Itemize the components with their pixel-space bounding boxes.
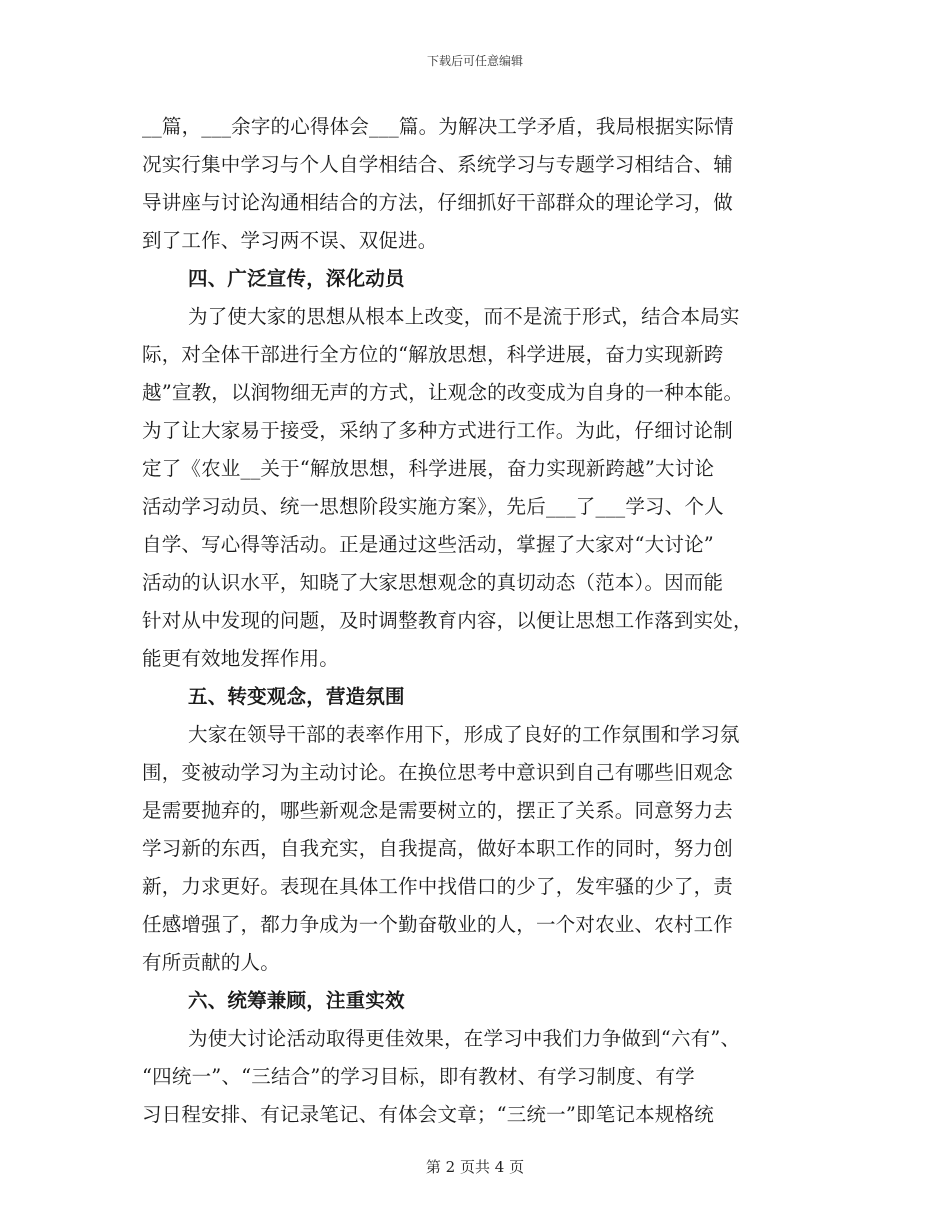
body-line: 活动的认识水平，知晓了大家思想观念的真切动态（范本）。因而能 <box>142 571 724 594</box>
page-footer: 第 2 页共 4 页 <box>425 1158 525 1176</box>
paragraph-first-line: 为了使大家的思想从根本上改变，而不是流于形式，结合本局实 <box>188 305 740 328</box>
body-line: 是需要抛弃的，哪些新观念是需要树立的，摆正了关系。同意努力去 <box>142 799 734 822</box>
document-body <box>142 108 810 1134</box>
section-heading: 六、统筹兼顾，注重实效 <box>188 989 405 1012</box>
section-heading: 五、转变观念，营造氛围 <box>188 685 405 708</box>
paragraph-first-line: 大家在领导干部的表率作用下，形成了良好的工作氛围和学习氛 <box>188 723 740 746</box>
body-line: 新，力求更好。表现在具体工作中找借口的少了，发牢骚的少了，责 <box>142 875 734 898</box>
body-line: 针对从中发现的问题，及时调整教育内容，以便让思想工作落到实处， <box>142 609 753 632</box>
body-line: 自学、写心得等活动。正是通过这些活动，掌握了大家对“大讨论” <box>142 533 714 556</box>
body-line: 学习新的东西，自我充实，自我提高，做好本职工作的同时，努力创 <box>142 837 734 860</box>
body-line: 为了让大家易于接受，采纳了多种方式进行工作。为此，仔细讨论制 <box>142 419 734 442</box>
section-heading: 四、广泛宣传，深化动员 <box>188 267 405 290</box>
body-line: 习日程安排、有记录笔记、有体会文章；“三统一”即笔记本规格统 <box>142 1103 714 1126</box>
body-line: 况实行集中学习与个人自学相结合、系统学习与专题学习相结合、辅 <box>142 153 734 176</box>
body-line: 任感增强了，都力争成为一个勤奋敬业的人，一个对农业、农村工作 <box>142 913 734 936</box>
body-line: 能更有效地发挥作用。 <box>142 647 340 670</box>
body-line: 到了工作、学习两不误、双促进。 <box>142 229 438 252</box>
paragraph-first-line: 为使大讨论活动取得更佳效果，在学习中我们力争做到“六有”、 <box>188 1027 741 1050</box>
page-header: 下载后可任意编辑 <box>426 54 523 68</box>
body-line: 有所贡献的人。 <box>142 951 280 974</box>
body-line: 活动学习动员、统一思想阶段实施方案》，先后___了___学习、个人 <box>142 495 724 518</box>
body-line: 定了《农业__关于“解放思想，科学进展，奋力实现新跨越”大讨论 <box>142 457 715 480</box>
body-line: __篇，___余字的心得体会___篇。为解决工学矛盾，我局根据实际情 <box>142 115 734 138</box>
body-line: 围，变被动学习为主动讨论。在换位思考中意识到自己有哪些旧观念 <box>142 761 734 784</box>
body-line: 际，对全体干部进行全方位的“解放思想，科学进展，奋力实现新跨 <box>142 343 724 366</box>
body-line: 越”宣教，以润物细无声的方式，让观念的改变成为自身的一种本能。 <box>142 381 744 404</box>
body-line: “四统一”、“三结合”的学习目标，即有教材、有学习制度、有学 <box>142 1065 695 1088</box>
body-line: 导讲座与讨论沟通相结合的方法，仔细抓好干部群众的理论学习，做 <box>142 191 734 214</box>
